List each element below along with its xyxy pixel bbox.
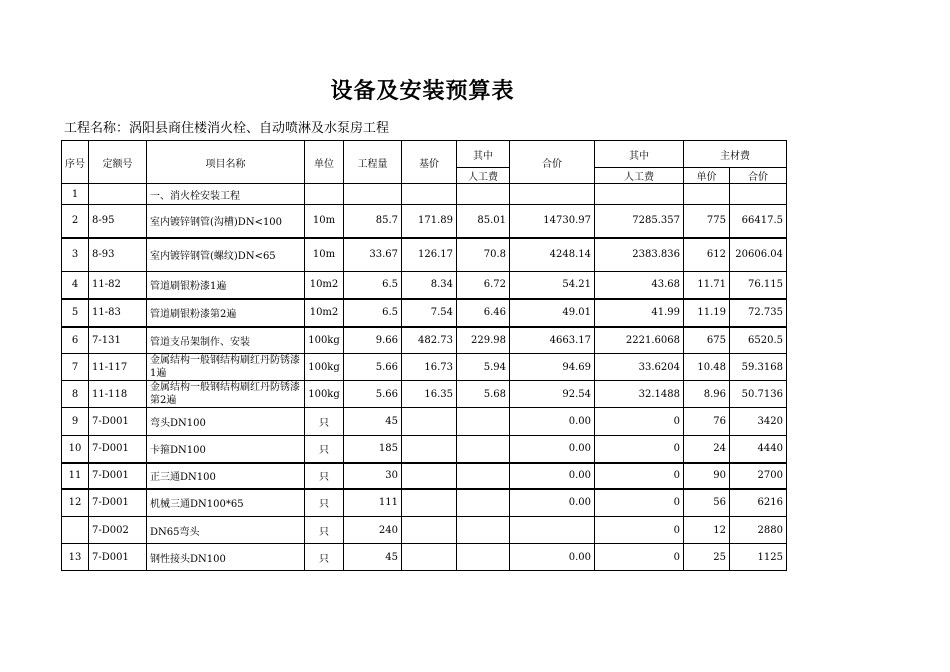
header-name: 项目名称 (147, 141, 305, 184)
table-cell: 111 (344, 489, 402, 517)
table-cell: 126.17 (402, 238, 457, 272)
table-cell: 10m2 (305, 272, 344, 299)
header-unit: 单位 (305, 141, 344, 184)
table-cell: 100kg (305, 381, 344, 408)
table-cell: 9.66 (344, 327, 402, 354)
table-cell: 10m (305, 205, 344, 238)
table-cell (402, 517, 457, 544)
table-cell: 30 (344, 463, 402, 489)
table-cell: 室内镀锌钢管(沟槽)DN<100 (147, 205, 305, 238)
table-cell: 0 (595, 408, 684, 436)
table-cell: 0.00 (510, 544, 595, 571)
table-cell: 11.19 (684, 299, 730, 327)
table-cell: 7-D001 (89, 408, 147, 436)
table-cell: 24 (684, 436, 730, 463)
table-cell: 7-D001 (89, 489, 147, 517)
table-cell: 32.1488 (595, 381, 684, 408)
table-cell: 33.67 (344, 238, 402, 272)
table-cell: 7.54 (402, 299, 457, 327)
table-cell: 2 (62, 205, 89, 238)
header-material: 主材费 (684, 141, 787, 168)
table-cell (457, 517, 510, 544)
table-cell (402, 408, 457, 436)
table-cell: 0.00 (510, 463, 595, 489)
table-cell: 41.99 (595, 299, 684, 327)
table-cell: 171.89 (402, 205, 457, 238)
table-cell: 5.66 (344, 381, 402, 408)
document-title: 设备及安装预算表 (330, 79, 515, 104)
table-cell: 7285.357 (595, 205, 684, 238)
table-cell: 8.96 (684, 381, 730, 408)
table-cell: 7-D001 (89, 544, 147, 571)
table-cell: 0 (595, 463, 684, 489)
table-cell: 76.115 (730, 272, 787, 299)
table-cell: 2880 (730, 517, 787, 544)
table-cell: 7-D001 (89, 463, 147, 489)
table-cell: 8-93 (89, 238, 147, 272)
table-cell: 8.34 (402, 272, 457, 299)
header-labor-1: 人工费 (457, 168, 510, 184)
table-cell: 240 (344, 517, 402, 544)
table-cell: 6.5 (344, 272, 402, 299)
table-cell: 7-131 (89, 327, 147, 354)
table-cell: 675 (684, 327, 730, 354)
table-cell: 100kg (305, 327, 344, 354)
table-cell: 3420 (730, 408, 787, 436)
table-cell: 185 (344, 436, 402, 463)
table-cell: 9 (62, 408, 89, 436)
table-cell: 5.94 (457, 354, 510, 381)
table-cell: 14730.97 (510, 205, 595, 238)
project-name: 工程名称：涡阳县商住楼消火栓、自动喷淋及水泵房工程 (64, 121, 390, 136)
header-of-which-1: 其中 (457, 141, 510, 168)
table-cell: 7 (62, 354, 89, 381)
table-cell: 6.5 (344, 299, 402, 327)
table-cell: 10m2 (305, 299, 344, 327)
table-cell (457, 463, 510, 489)
header-material-total: 合价 (730, 168, 787, 184)
table-cell: 钢性接头DN100 (147, 544, 305, 571)
table-cell: 775 (684, 205, 730, 238)
table-cell: 4663.17 (510, 327, 595, 354)
table-cell: 2221.6068 (595, 327, 684, 354)
table-cell: 8 (62, 381, 89, 408)
table-cell: 6.72 (457, 272, 510, 299)
table-cell: 只 (305, 436, 344, 463)
table-cell: 正三通DN100 (147, 463, 305, 489)
table-cell (89, 184, 147, 205)
table-cell: 金属结构一般钢结构刷红丹防锈漆1遍 (147, 354, 305, 381)
table-cell: 72.735 (730, 299, 787, 327)
table-cell (402, 436, 457, 463)
table-cell: 12 (62, 489, 89, 517)
table-cell: 只 (305, 408, 344, 436)
table-cell: 5.68 (457, 381, 510, 408)
table-cell: 54.21 (510, 272, 595, 299)
table-cell: 只 (305, 489, 344, 517)
table-cell: 45 (344, 544, 402, 571)
table-cell (730, 184, 787, 205)
table-cell: 1125 (730, 544, 787, 571)
table-cell: 只 (305, 544, 344, 571)
table-cell: 管道刷银粉漆第2遍 (147, 299, 305, 327)
table-cell (402, 489, 457, 517)
header-code: 定额号 (89, 141, 147, 184)
table-cell (305, 184, 344, 205)
table-cell: 482.73 (402, 327, 457, 354)
header-seq: 序号 (62, 141, 89, 184)
table-cell: 5 (62, 299, 89, 327)
table-cell: 11-83 (89, 299, 147, 327)
table-cell: 管道支吊架制作、安装 (147, 327, 305, 354)
table-cell: 0 (595, 517, 684, 544)
table-cell: 76 (684, 408, 730, 436)
table-cell: 50.7136 (730, 381, 787, 408)
table-cell: 弯头DN100 (147, 408, 305, 436)
table-cell: DN65弯头 (147, 517, 305, 544)
table-cell (684, 184, 730, 205)
table-cell: 金属结构一般钢结构刷红丹防锈漆第2遍 (147, 381, 305, 408)
table-cell: 100kg (305, 354, 344, 381)
table-cell (510, 517, 595, 544)
table-cell: 7-D002 (89, 517, 147, 544)
table-cell: 8-95 (89, 205, 147, 238)
table-cell (457, 489, 510, 517)
table-cell: 2700 (730, 463, 787, 489)
table-cell (402, 463, 457, 489)
table-cell: 229.98 (457, 327, 510, 354)
table-cell: 10m (305, 238, 344, 272)
table-cell: 43.68 (595, 272, 684, 299)
table-cell: 11.71 (684, 272, 730, 299)
header-of-which-2: 其中 (595, 141, 684, 168)
table-cell: 16.35 (402, 381, 457, 408)
table-cell: 59.3168 (730, 354, 787, 381)
table-cell (457, 436, 510, 463)
table-cell: 94.69 (510, 354, 595, 381)
table-cell: 11-118 (89, 381, 147, 408)
table-cell: 5.66 (344, 354, 402, 381)
header-base: 基价 (402, 141, 457, 184)
table-cell: 70.8 (457, 238, 510, 272)
budget-table (61, 140, 787, 571)
table-cell: 16.73 (402, 354, 457, 381)
table-cell (457, 544, 510, 571)
table-cell: 6520.5 (730, 327, 787, 354)
table-cell: 49.01 (510, 299, 595, 327)
header-total: 合价 (510, 141, 595, 184)
table-cell: 6 (62, 327, 89, 354)
table-cell: 92.54 (510, 381, 595, 408)
table-cell: 6216 (730, 489, 787, 517)
table-cell: 12 (684, 517, 730, 544)
table-cell: 0 (595, 436, 684, 463)
table-cell: 0.00 (510, 436, 595, 463)
table-cell (595, 184, 684, 205)
table-cell: 4440 (730, 436, 787, 463)
table-cell: 85.7 (344, 205, 402, 238)
table-cell: 13 (62, 544, 89, 571)
table-cell: 只 (305, 463, 344, 489)
table-cell: 25 (684, 544, 730, 571)
header-qty: 工程量 (344, 141, 402, 184)
table-cell (510, 184, 595, 205)
table-cell: 卡箍DN100 (147, 436, 305, 463)
table-cell: 管道刷银粉漆1遍 (147, 272, 305, 299)
table-cell: 56 (684, 489, 730, 517)
table-cell: 6.46 (457, 299, 510, 327)
table-cell: 0.00 (510, 408, 595, 436)
table-cell: 1 (62, 184, 89, 205)
table-cell: 85.01 (457, 205, 510, 238)
table-cell: 4 (62, 272, 89, 299)
table-cell: 4248.14 (510, 238, 595, 272)
table-cell: 只 (305, 517, 344, 544)
table-cell: 0.00 (510, 489, 595, 517)
table-cell (402, 544, 457, 571)
table-cell: 33.6204 (595, 354, 684, 381)
table-cell: 612 (684, 238, 730, 272)
table-cell: 11-117 (89, 354, 147, 381)
table-cell (344, 184, 402, 205)
table-cell: 20606.04 (730, 238, 787, 272)
table-cell: 11-82 (89, 272, 147, 299)
table-cell: 11 (62, 463, 89, 489)
table-cell: 90 (684, 463, 730, 489)
table-cell: 室内镀锌钢管(螺纹)DN<65 (147, 238, 305, 272)
table-cell (62, 517, 89, 544)
table-cell: 0 (595, 544, 684, 571)
table-cell: 45 (344, 408, 402, 436)
table-cell: 一、消火栓安装工程 (147, 184, 305, 205)
table-cell (457, 408, 510, 436)
table-cell: 2383.836 (595, 238, 684, 272)
header-labor-2: 人工费 (595, 168, 684, 184)
table-cell: 机械三通DN100*65 (147, 489, 305, 517)
table-cell (457, 184, 510, 205)
table-cell: 66417.5 (730, 205, 787, 238)
table-cell: 10 (62, 436, 89, 463)
table-cell: 10.48 (684, 354, 730, 381)
table-cell (402, 184, 457, 205)
header-unit-price: 单价 (684, 168, 730, 184)
table-cell: 7-D001 (89, 436, 147, 463)
table-cell: 0 (595, 489, 684, 517)
table-cell: 3 (62, 238, 89, 272)
